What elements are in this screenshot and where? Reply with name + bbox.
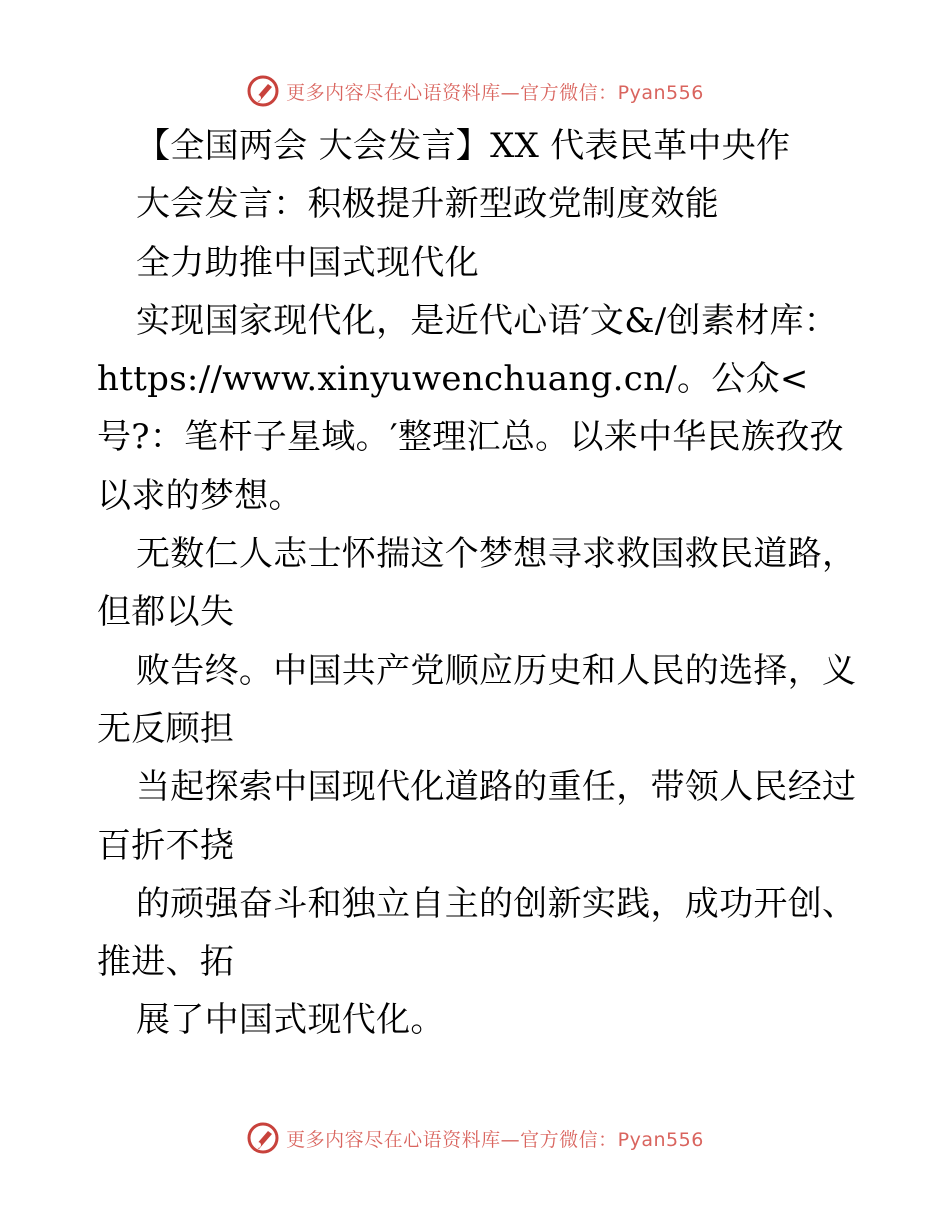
footer-watermark-text: 更多内容尽在心语资料库—官方微信：Pyan556 <box>286 1128 704 1151</box>
pen-logo-icon <box>246 1121 280 1155</box>
body-paragraph: 的顽强奋斗和独立自主的创新实践，成功开创、推进、拓 <box>97 883 857 983</box>
pen-logo-icon <box>246 74 280 108</box>
body-paragraph: 实现国家现代化，是近代心语′文&/创素材库：https://www.xinyuwenchuang.cn/。公众<号?：笔杆子星域。′整理汇总。以来中华民族孜孜以求的梦想。 <box>97 300 844 516</box>
body-paragraph: 展了中国式现代化。 <box>136 1000 445 1041</box>
title-line-2: 大会发言：积极提升新型政党制度效能 <box>136 184 720 225</box>
body-paragraph: 当起探索中国现代化道路的重任，带领人民经过百折不挠 <box>97 767 857 866</box>
title-line-1: 【全国两会 大会发言】XX 代表民革中央作 <box>136 126 791 166</box>
title-line-3: 全力助推中国式现代化 <box>136 242 479 283</box>
header-watermark-banner <box>0 71 950 111</box>
footer-watermark-banner <box>0 1118 950 1158</box>
body-paragraph: 败告终。中国共产党顺应历史和人民的选择，义无反顾担 <box>97 650 857 749</box>
header-watermark-text: 更多内容尽在心语资料库—官方微信：Pyan556 <box>286 81 704 104</box>
document-body <box>97 117 857 1050</box>
body-paragraph: 无数仁人志士怀揣这个梦想寻求救国救民道路，但都以失 <box>97 534 857 633</box>
